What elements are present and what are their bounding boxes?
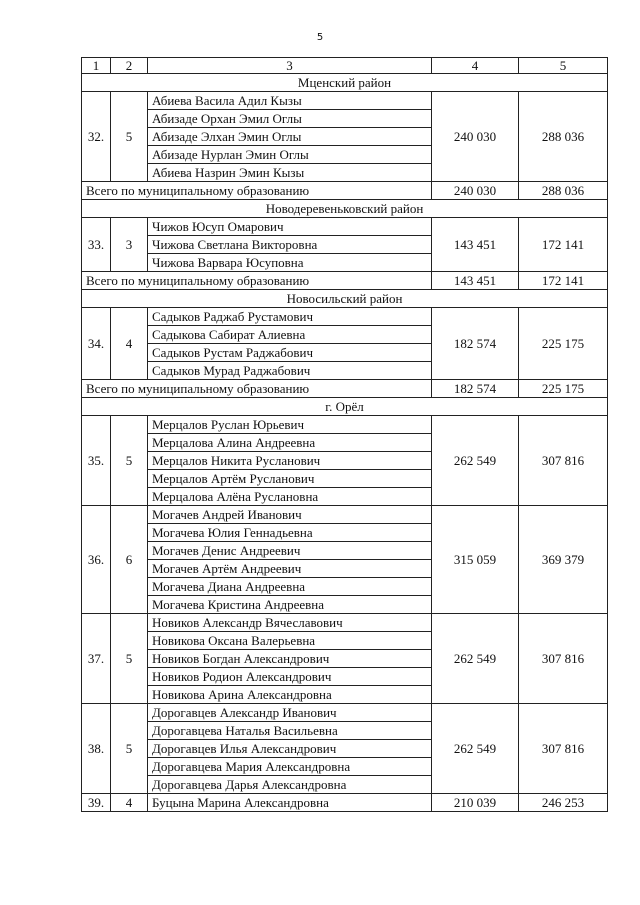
member-name: Новикова Арина Александровна — [148, 686, 432, 704]
family-size: 5 — [111, 614, 148, 704]
member-name: Чижова Варвара Юсуповна — [148, 254, 432, 272]
amount-col4: 262 549 — [432, 416, 519, 506]
member-name: Могачев Денис Андреевич — [148, 542, 432, 560]
page-number: 5 — [316, 32, 324, 43]
row-number: 39. — [82, 794, 111, 812]
total-col5: 172 141 — [519, 272, 608, 290]
member-name: Садыков Рустам Раджабович — [148, 344, 432, 362]
amount-col5: 225 175 — [519, 308, 608, 380]
amount-col4: 182 574 — [432, 308, 519, 380]
column-header: 5 — [519, 58, 608, 74]
member-name: Мерцалов Руслан Юрьевич — [148, 416, 432, 434]
family-size: 5 — [111, 416, 148, 506]
row-number: 33. — [82, 218, 111, 272]
member-name: Могачев Андрей Иванович — [148, 506, 432, 524]
total-row — [82, 182, 608, 200]
member-name: Могачев Артём Андреевич — [148, 560, 432, 578]
amount-col5: 307 816 — [519, 614, 608, 704]
member-name: Абиева Назрин Эмин Кызы — [148, 164, 432, 182]
total-col4: 240 030 — [432, 182, 519, 200]
amount-col5: 307 816 — [519, 416, 608, 506]
row-number: 37. — [82, 614, 111, 704]
amount-col4: 210 039 — [432, 794, 519, 812]
family-member-row — [82, 218, 608, 236]
member-name: Садыков Мурад Раджабович — [148, 362, 432, 380]
amount-col4: 143 451 — [432, 218, 519, 272]
member-name: Чижов Юсуп Омарович — [148, 218, 432, 236]
member-name: Абизаде Элхан Эмин Оглы — [148, 128, 432, 146]
district-header-row — [82, 200, 608, 218]
member-name: Новиков Богдан Александрович — [148, 650, 432, 668]
family-member-row — [82, 794, 608, 812]
total-col5: 225 175 — [519, 380, 608, 398]
amount-col4: 262 549 — [432, 614, 519, 704]
family-member-row — [82, 506, 608, 524]
total-label: Всего по муниципальному образованию — [82, 272, 432, 290]
member-name: Абизаде Нурлан Эмин Оглы — [148, 146, 432, 164]
district-header-row — [82, 74, 608, 92]
total-row — [82, 380, 608, 398]
row-number: 35. — [82, 416, 111, 506]
member-name: Мерцалов Никита Русланович — [148, 452, 432, 470]
member-name: Новикова Оксана Валерьевна — [148, 632, 432, 650]
member-name: Дорогавцева Мария Александровна — [148, 758, 432, 776]
amount-col5: 369 379 — [519, 506, 608, 614]
member-name: Чижова Светлана Викторовна — [148, 236, 432, 254]
member-name: Дорогавцева Дарья Александровна — [148, 776, 432, 794]
member-name: Дорогавцева Наталья Васильевна — [148, 722, 432, 740]
amount-col4: 315 059 — [432, 506, 519, 614]
member-name: Абиева Васила Адил Кызы — [148, 92, 432, 110]
total-col5: 288 036 — [519, 182, 608, 200]
member-name: Мерцалова Алёна Руслановна — [148, 488, 432, 506]
column-header: 4 — [432, 58, 519, 74]
member-name: Дорогавцев Илья Александрович — [148, 740, 432, 758]
district-header-row — [82, 290, 608, 308]
family-size: 4 — [111, 308, 148, 380]
member-name: Мерцалова Алина Андреевна — [148, 434, 432, 452]
district-header-row — [82, 398, 608, 416]
family-member-row — [82, 308, 608, 326]
row-number: 32. — [82, 92, 111, 182]
member-name: Могачева Диана Андреевна — [148, 578, 432, 596]
total-col4: 143 451 — [432, 272, 519, 290]
family-allocation-table — [81, 57, 608, 812]
amount-col5: 246 253 — [519, 794, 608, 812]
table-body — [82, 58, 608, 812]
total-label: Всего по муниципальному образованию — [82, 380, 432, 398]
total-row — [82, 272, 608, 290]
member-name: Садыков Раджаб Рустамович — [148, 308, 432, 326]
family-member-row — [82, 704, 608, 722]
member-name: Мерцалов Артём Русланович — [148, 470, 432, 488]
family-size: 5 — [111, 92, 148, 182]
column-header: 2 — [111, 58, 148, 74]
member-name: Могачева Кристина Андреевна — [148, 596, 432, 614]
column-header: 1 — [82, 58, 111, 74]
family-size: 5 — [111, 704, 148, 794]
district-name: Новосильский район — [82, 290, 608, 308]
amount-col4: 240 030 — [432, 92, 519, 182]
amount-col4: 262 549 — [432, 704, 519, 794]
amount-col5: 172 141 — [519, 218, 608, 272]
family-member-row — [82, 92, 608, 110]
row-number: 36. — [82, 506, 111, 614]
member-name: Могачева Юлия Геннадьевна — [148, 524, 432, 542]
family-member-row — [82, 614, 608, 632]
column-header: 3 — [148, 58, 432, 74]
district-name: Новодеревеньковский район — [82, 200, 608, 218]
district-name: Мценский район — [82, 74, 608, 92]
member-name: Новиков Александр Вячеславович — [148, 614, 432, 632]
row-number: 34. — [82, 308, 111, 380]
row-number: 38. — [82, 704, 111, 794]
amount-col5: 307 816 — [519, 704, 608, 794]
family-size: 4 — [111, 794, 148, 812]
member-name: Новиков Родион Александрович — [148, 668, 432, 686]
total-col4: 182 574 — [432, 380, 519, 398]
member-name: Абизаде Орхан Эмил Оглы — [148, 110, 432, 128]
member-name: Садыкова Сабират Алиевна — [148, 326, 432, 344]
family-size: 6 — [111, 506, 148, 614]
member-name: Буцына Марина Александровна — [148, 794, 432, 812]
family-size: 3 — [111, 218, 148, 272]
family-member-row — [82, 416, 608, 434]
district-name: г. Орёл — [82, 398, 608, 416]
amount-col5: 288 036 — [519, 92, 608, 182]
header-row — [82, 58, 608, 74]
member-name: Дорогавцев Александр Иванович — [148, 704, 432, 722]
total-label: Всего по муниципальному образованию — [82, 182, 432, 200]
